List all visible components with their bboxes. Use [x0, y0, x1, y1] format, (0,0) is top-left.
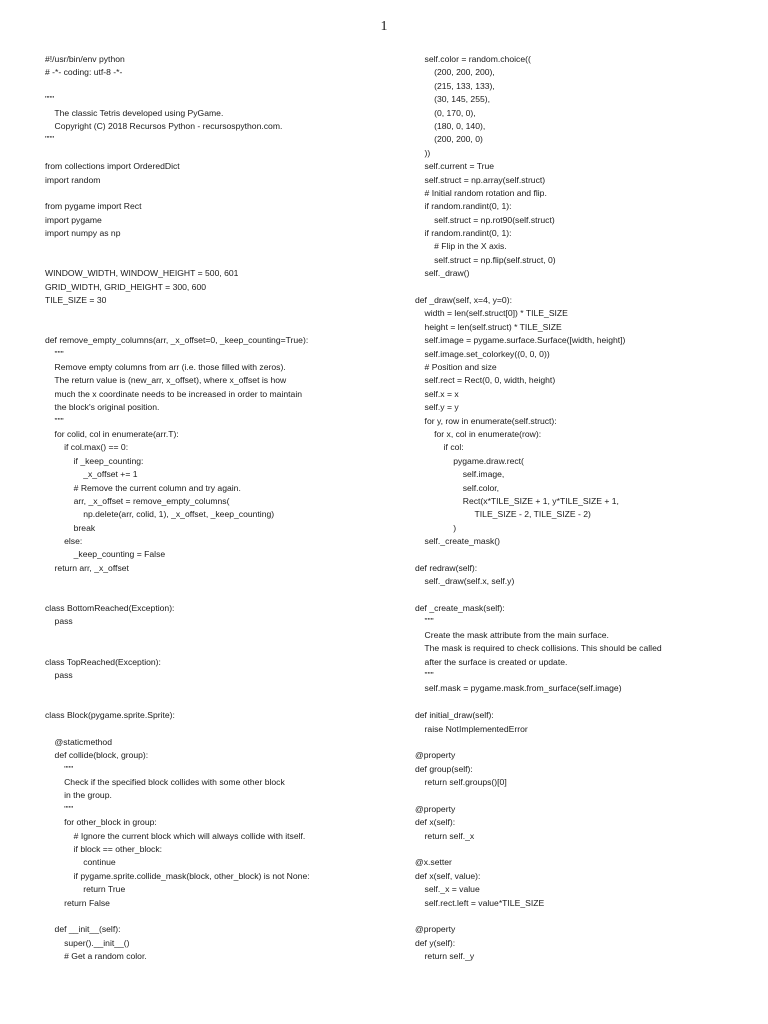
code-line: else: [45, 536, 83, 547]
code-line: if col: [415, 442, 464, 453]
code-line [45, 696, 400, 709]
code-line: return False [45, 897, 110, 908]
code-line: np.delete(arr, colid, 1), _x_offset, _keep_counting) [45, 509, 275, 520]
code-line: Copyright (C) 2018 Recursos Python - recursospython.com. [45, 120, 283, 131]
code-line: super().__init__() [45, 937, 130, 948]
code-line [45, 80, 400, 93]
code-line: @x.setter [415, 857, 452, 868]
code-line: class Block(pygame.sprite.Sprite): [45, 710, 175, 721]
code-line: _x_offset += 1 [45, 469, 138, 480]
code-line: pygame.draw.rect( [415, 455, 524, 466]
code-line: def _draw(self, x=4, y=0): [415, 295, 512, 306]
code-line: return arr, _x_offset [45, 562, 129, 573]
code-line: return True [45, 884, 126, 895]
code-line [415, 789, 755, 802]
code-line [415, 910, 755, 923]
code-line: return self.groups()[0] [415, 777, 507, 788]
code-line: pass [45, 616, 73, 627]
code-line: Remove empty columns from arr (i.e. those filled with zeros). [45, 361, 286, 372]
code-line [45, 147, 400, 160]
code-line: """ [45, 763, 74, 774]
code-line: if col.max() == 0: [45, 442, 129, 453]
code-line: (30, 145, 255), [415, 94, 490, 105]
code-line: for y, row in enumerate(self.struct): [415, 415, 557, 426]
code-line: self.struct = np.flip(self.struct, 0) [415, 254, 556, 265]
code-line: # Position and size [415, 361, 497, 372]
code-line: Rect(x*TILE_SIZE + 1, y*TILE_SIZE + 1, [415, 495, 619, 506]
code-column-left [45, 53, 400, 964]
code-line [415, 843, 755, 856]
code-line: def _create_mask(self): [415, 603, 505, 614]
code-line: (180, 0, 140), [415, 120, 486, 131]
code-line [45, 682, 400, 695]
code-line [45, 910, 400, 923]
code-line [415, 281, 755, 294]
code-line: # Get a random color. [45, 951, 147, 962]
code-line: raise NotImplementedError [415, 723, 528, 734]
code-line: ) [415, 522, 457, 533]
code-line: for colid, col in enumerate(arr.T): [45, 428, 179, 439]
code-line: The classic Tetris developed using PyGame. [45, 107, 224, 118]
code-line: import pygame [45, 214, 102, 225]
code-line: """ [45, 415, 64, 426]
code-line: from collections import OrderedDict [45, 161, 180, 172]
code-line: # Remove the current column and try again. [45, 482, 241, 493]
code-line: self.current = True [415, 161, 495, 172]
code-line: @property [415, 750, 456, 761]
code-column-right [415, 53, 755, 964]
code-line: if random.randint(0, 1): [415, 228, 512, 239]
code-line: self.x = x [415, 388, 459, 399]
code-line: @staticmethod [45, 736, 112, 747]
code-line: """ [45, 134, 55, 145]
code-line [45, 240, 400, 253]
code-line: arr, _x_offset = remove_empty_columns( [45, 495, 230, 506]
code-line: height = len(self.struct) * TILE_SIZE [415, 321, 562, 332]
code-line: def redraw(self): [415, 562, 478, 573]
code-line: # Initial random rotation and flip. [415, 187, 547, 198]
code-line: much the x coordinate needs to be increased in order to maintain [45, 388, 303, 399]
code-line: self.struct = np.rot90(self.struct) [415, 214, 555, 225]
code-line: The mask is required to check collisions. This should be called [415, 643, 662, 654]
code-line: @property [415, 924, 456, 935]
code-line: from pygame import Rect [45, 201, 142, 212]
code-line: # -*- coding: utf-8 -*- [45, 67, 123, 78]
code-line: (215, 133, 133), [415, 80, 495, 91]
code-line: WINDOW_WIDTH, WINDOW_HEIGHT = 500, 601 [45, 268, 239, 279]
code-line: def group(self): [415, 763, 473, 774]
code-line [45, 723, 400, 736]
code-line: self._draw(self.x, self.y) [415, 576, 515, 587]
code-line: continue [45, 857, 116, 868]
code-line: """ [415, 669, 434, 680]
code-line: def remove_empty_columns(arr, _x_offset=0, _keep_counting=True): [45, 335, 309, 346]
code-line: self.color = random.choice(( [415, 54, 531, 64]
code-line [45, 575, 400, 588]
code-line: if _keep_counting: [45, 455, 144, 466]
code-line: # Ignore the current block which will always collide with itself. [45, 830, 306, 841]
code-line [415, 736, 755, 749]
code-line: width = len(self.struct[0]) * TILE_SIZE [415, 308, 568, 319]
code-line: (200, 200, 200), [415, 67, 495, 78]
code-line: import numpy as np [45, 228, 121, 239]
code-line: for x, col in enumerate(row): [415, 428, 542, 439]
code-line [415, 696, 755, 709]
code-line: @property [415, 803, 456, 814]
code-line: def x(self): [415, 817, 456, 828]
code-line: Create the mask attribute from the main surface. [415, 629, 609, 640]
code-line [415, 548, 755, 561]
code-line: The return value is (new_arr, x_offset), where x_offset is how [45, 375, 287, 386]
code-line [45, 629, 400, 642]
code-line: Check if the specified block collides with some other block [45, 777, 285, 788]
code-line: )) [415, 147, 431, 158]
code-line: the block's original position. [45, 402, 160, 413]
code-line: class BottomReached(Exception): [45, 603, 175, 614]
code-line: class TopReached(Exception): [45, 656, 161, 667]
code-line [45, 187, 400, 200]
code-line: import random [45, 174, 101, 185]
page-number: 1 [380, 19, 388, 34]
code-line [45, 254, 400, 267]
code-line: def collide(block, group): [45, 750, 149, 761]
code-line: # Flip in the X axis. [415, 241, 507, 252]
code-line: self.image.set_colorkey((0, 0, 0)) [415, 348, 550, 359]
code-line [45, 307, 400, 320]
code-line: self.rect = Rect(0, 0, width, height) [415, 375, 556, 386]
code-line: (200, 200, 0) [415, 134, 483, 145]
code-line: self._x = value [415, 884, 480, 895]
code-line: def y(self): [415, 937, 456, 948]
code-line [415, 589, 755, 602]
code-line [45, 642, 400, 655]
code-line: self.image, [415, 469, 505, 480]
code-line: if pygame.sprite.collide_mask(block, other_block) is not None: [45, 870, 310, 881]
code-line: """ [45, 348, 64, 359]
code-line: return self._x [415, 830, 475, 841]
code-line: def __init__(self): [45, 924, 121, 935]
code-line: self.color, [415, 482, 500, 493]
code-line [45, 589, 400, 602]
code-line: self._draw() [415, 268, 470, 279]
code-line: TILE_SIZE - 2, TILE_SIZE - 2) [415, 509, 591, 520]
code-line: GRID_WIDTH, GRID_HEIGHT = 300, 600 [45, 281, 207, 292]
code-line: def initial_draw(self): [415, 710, 494, 721]
code-line: """ [45, 94, 55, 105]
code-line: TILE_SIZE = 30 [45, 295, 107, 306]
code-line: self.struct = np.array(self.struct) [415, 174, 546, 185]
code-line: self.rect.left = value*TILE_SIZE [415, 897, 545, 908]
code-line: after the surface is created or update. [415, 656, 568, 667]
code-line [45, 321, 400, 334]
code-line: return self._y [415, 951, 475, 962]
code-line: self.y = y [415, 402, 459, 413]
code-line: break [45, 522, 96, 533]
code-line: if block == other_block: [45, 844, 163, 855]
code-line: _keep_counting = False [45, 549, 166, 560]
code-line: in the group. [45, 790, 112, 801]
code-line: (0, 170, 0), [415, 107, 476, 118]
code-line: """ [45, 803, 74, 814]
code-line: self.image = pygame.surface.Surface([width, height]) [415, 335, 626, 346]
code-line: """ [415, 616, 434, 627]
code-line: def x(self, value): [415, 870, 481, 881]
code-line: #!/usr/bin/env python [45, 54, 125, 64]
code-line: if random.randint(0, 1): [415, 201, 512, 212]
code-line: pass [45, 669, 73, 680]
code-line: for other_block in group: [45, 817, 157, 828]
code-line: self.mask = pygame.mask.from_surface(self.image) [415, 683, 622, 694]
code-line: self._create_mask() [415, 536, 501, 547]
